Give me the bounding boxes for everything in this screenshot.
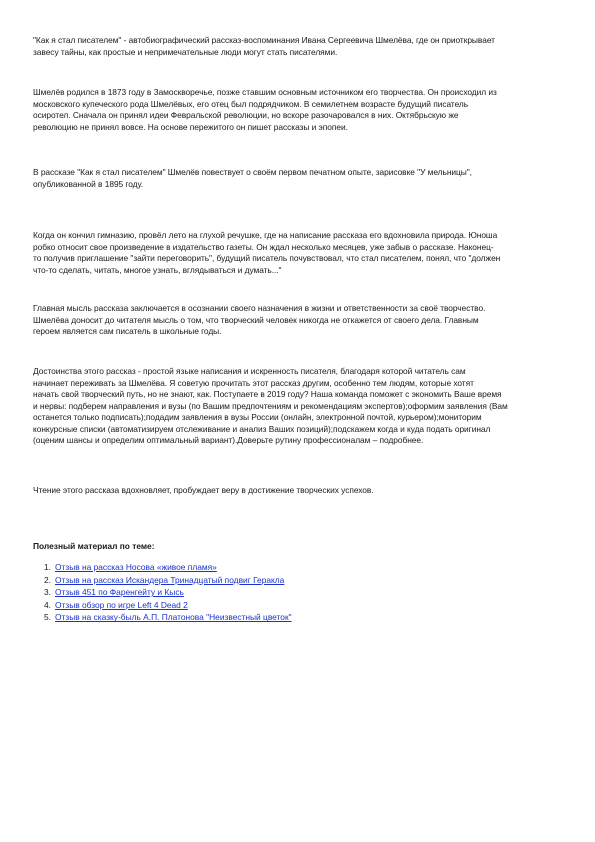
text-line: останется только подписать);подадим заявления в вузы России (онлайн, электронной почтой, курьером);мониторим bbox=[33, 412, 482, 422]
paragraph-intro bbox=[33, 35, 565, 58]
paragraph-main-idea bbox=[33, 303, 565, 338]
list-number: 5. bbox=[44, 612, 51, 623]
text-line: и нервы: подберем направления и вузы (по Вашим предпочтениям и рекомендациям экспертов);оформим заявления (Вам bbox=[33, 400, 508, 411]
paragraph-merits bbox=[33, 366, 565, 447]
text-line: опубликованной в 1895 году. bbox=[33, 178, 144, 189]
list-item bbox=[33, 561, 292, 574]
text-line: героем является сам писатель в школьные годы. bbox=[33, 326, 222, 336]
related-link[interactable]: Отзыв 451 по Фаренгейту и Кысь bbox=[55, 587, 184, 598]
related-link[interactable]: Отзыв на рассказ Носова «живое пламя» bbox=[55, 562, 217, 572]
text-line: что-то сделать, читать, многое узнать, вглядываться и думать..." bbox=[33, 264, 282, 275]
text-line: конкурсные списки (автоматизируем отслеживание и анализ Ваших позиций);подскажем когда и куда подать оригинал bbox=[33, 423, 491, 434]
text-line: Чтение этого рассказа вдохновляет, пробуждает веру в достижение творческих успехов. bbox=[33, 485, 374, 495]
text-line: начинает переживать за Шмелёва. Я советую прочитать этот рассказ другим, особенно тем людям, которые хотят bbox=[33, 377, 474, 388]
text-line: Шмелёва доносит до читателя мысль о том, что творческий человек никогда не откажется от своего дела. Главным bbox=[33, 314, 479, 325]
paragraph-biography bbox=[33, 87, 565, 133]
list-item bbox=[33, 574, 292, 587]
related-link[interactable]: Отзыв на рассказ Искандера Тринадцатый подвиг Геракла bbox=[55, 574, 285, 585]
text-line: московского купеческого рода Шмелёвых, его отец был подрядчиком. В семилетнем возрасте будущий писатель bbox=[33, 98, 469, 109]
text-line: революцию не принял вовсе. На основе пережитого он пишет рассказы и эпопеи. bbox=[33, 121, 348, 132]
text-line: Когда он кончил гимназию, провёл лето на глухой речушке, где на написание рассказа его вдохновила природа. Юноша bbox=[33, 230, 498, 240]
list-item bbox=[33, 586, 292, 599]
paragraph-first-publication bbox=[33, 167, 565, 190]
related-links-list bbox=[33, 561, 292, 624]
list-item bbox=[33, 611, 292, 624]
text-line: Главная мысль рассказа заключается в осознании своего назначения в жизни и ответственности за своё творчество. bbox=[33, 303, 486, 313]
list-number: 4. bbox=[44, 599, 51, 610]
useful-material-heading: Полезный материал по теме: bbox=[33, 541, 155, 551]
related-link[interactable]: Отзыв обзор по игре Left 4 Dead 2 bbox=[55, 599, 188, 610]
text-line: завесу тайны, как простые и непримечательные люди могут стать писателями. bbox=[33, 46, 338, 57]
text-line: Достоинства этого рассказ - простой языке написания и искренность писателя, благодаря которой читатель сам bbox=[33, 366, 466, 376]
text-line: начать свой творческий путь, но не знают, как. Поступаете в 2019 году? Наша команда поможет с экономить Ваше время bbox=[33, 389, 502, 399]
list-number: 1. bbox=[44, 562, 51, 572]
text-line: то получив приглашение "зайти переговорить", будущий писатель почувствовал, что стал писателем, понял, что "должен bbox=[33, 253, 501, 263]
text-line: осиротел. Сначала он принял идеи Февральской революции, но вскоре разочаровался в них. Октябрьскую же bbox=[33, 110, 459, 120]
paragraph-plot bbox=[33, 230, 565, 276]
text-line: робко относит свое произведение в издательство газеты. Он ждал несколько месяцев, уже забыв о рассказе. Наконец- bbox=[33, 241, 494, 252]
text-line: (оценим шансы и определим оптимальный вариант).Доверьте рутину профессионалам – подробнее. bbox=[33, 435, 424, 445]
list-number: 2. bbox=[44, 574, 51, 585]
related-link[interactable]: Отзыв на сказку-быль А.П. Платонова "Неизвестный цветок" bbox=[55, 612, 292, 623]
list-number: 3. bbox=[44, 587, 51, 598]
text-line: В рассказе "Как я стал писателем" Шмелёв повествует о своём первом печатном опыте, зарисовке "У мельницы", bbox=[33, 167, 472, 177]
text-line: "Как я стал писателем" - автобиографический рассказ-воспоминания Ивана Сергеевича Шмелёва, где он приоткрывает bbox=[33, 35, 495, 45]
list-item bbox=[33, 599, 292, 612]
paragraph-conclusion bbox=[33, 485, 565, 497]
text-line: Шмелёв родился в 1873 году в Замоскворечье, позже ставшим основным источником его творчества. Он происходил из bbox=[33, 87, 497, 97]
